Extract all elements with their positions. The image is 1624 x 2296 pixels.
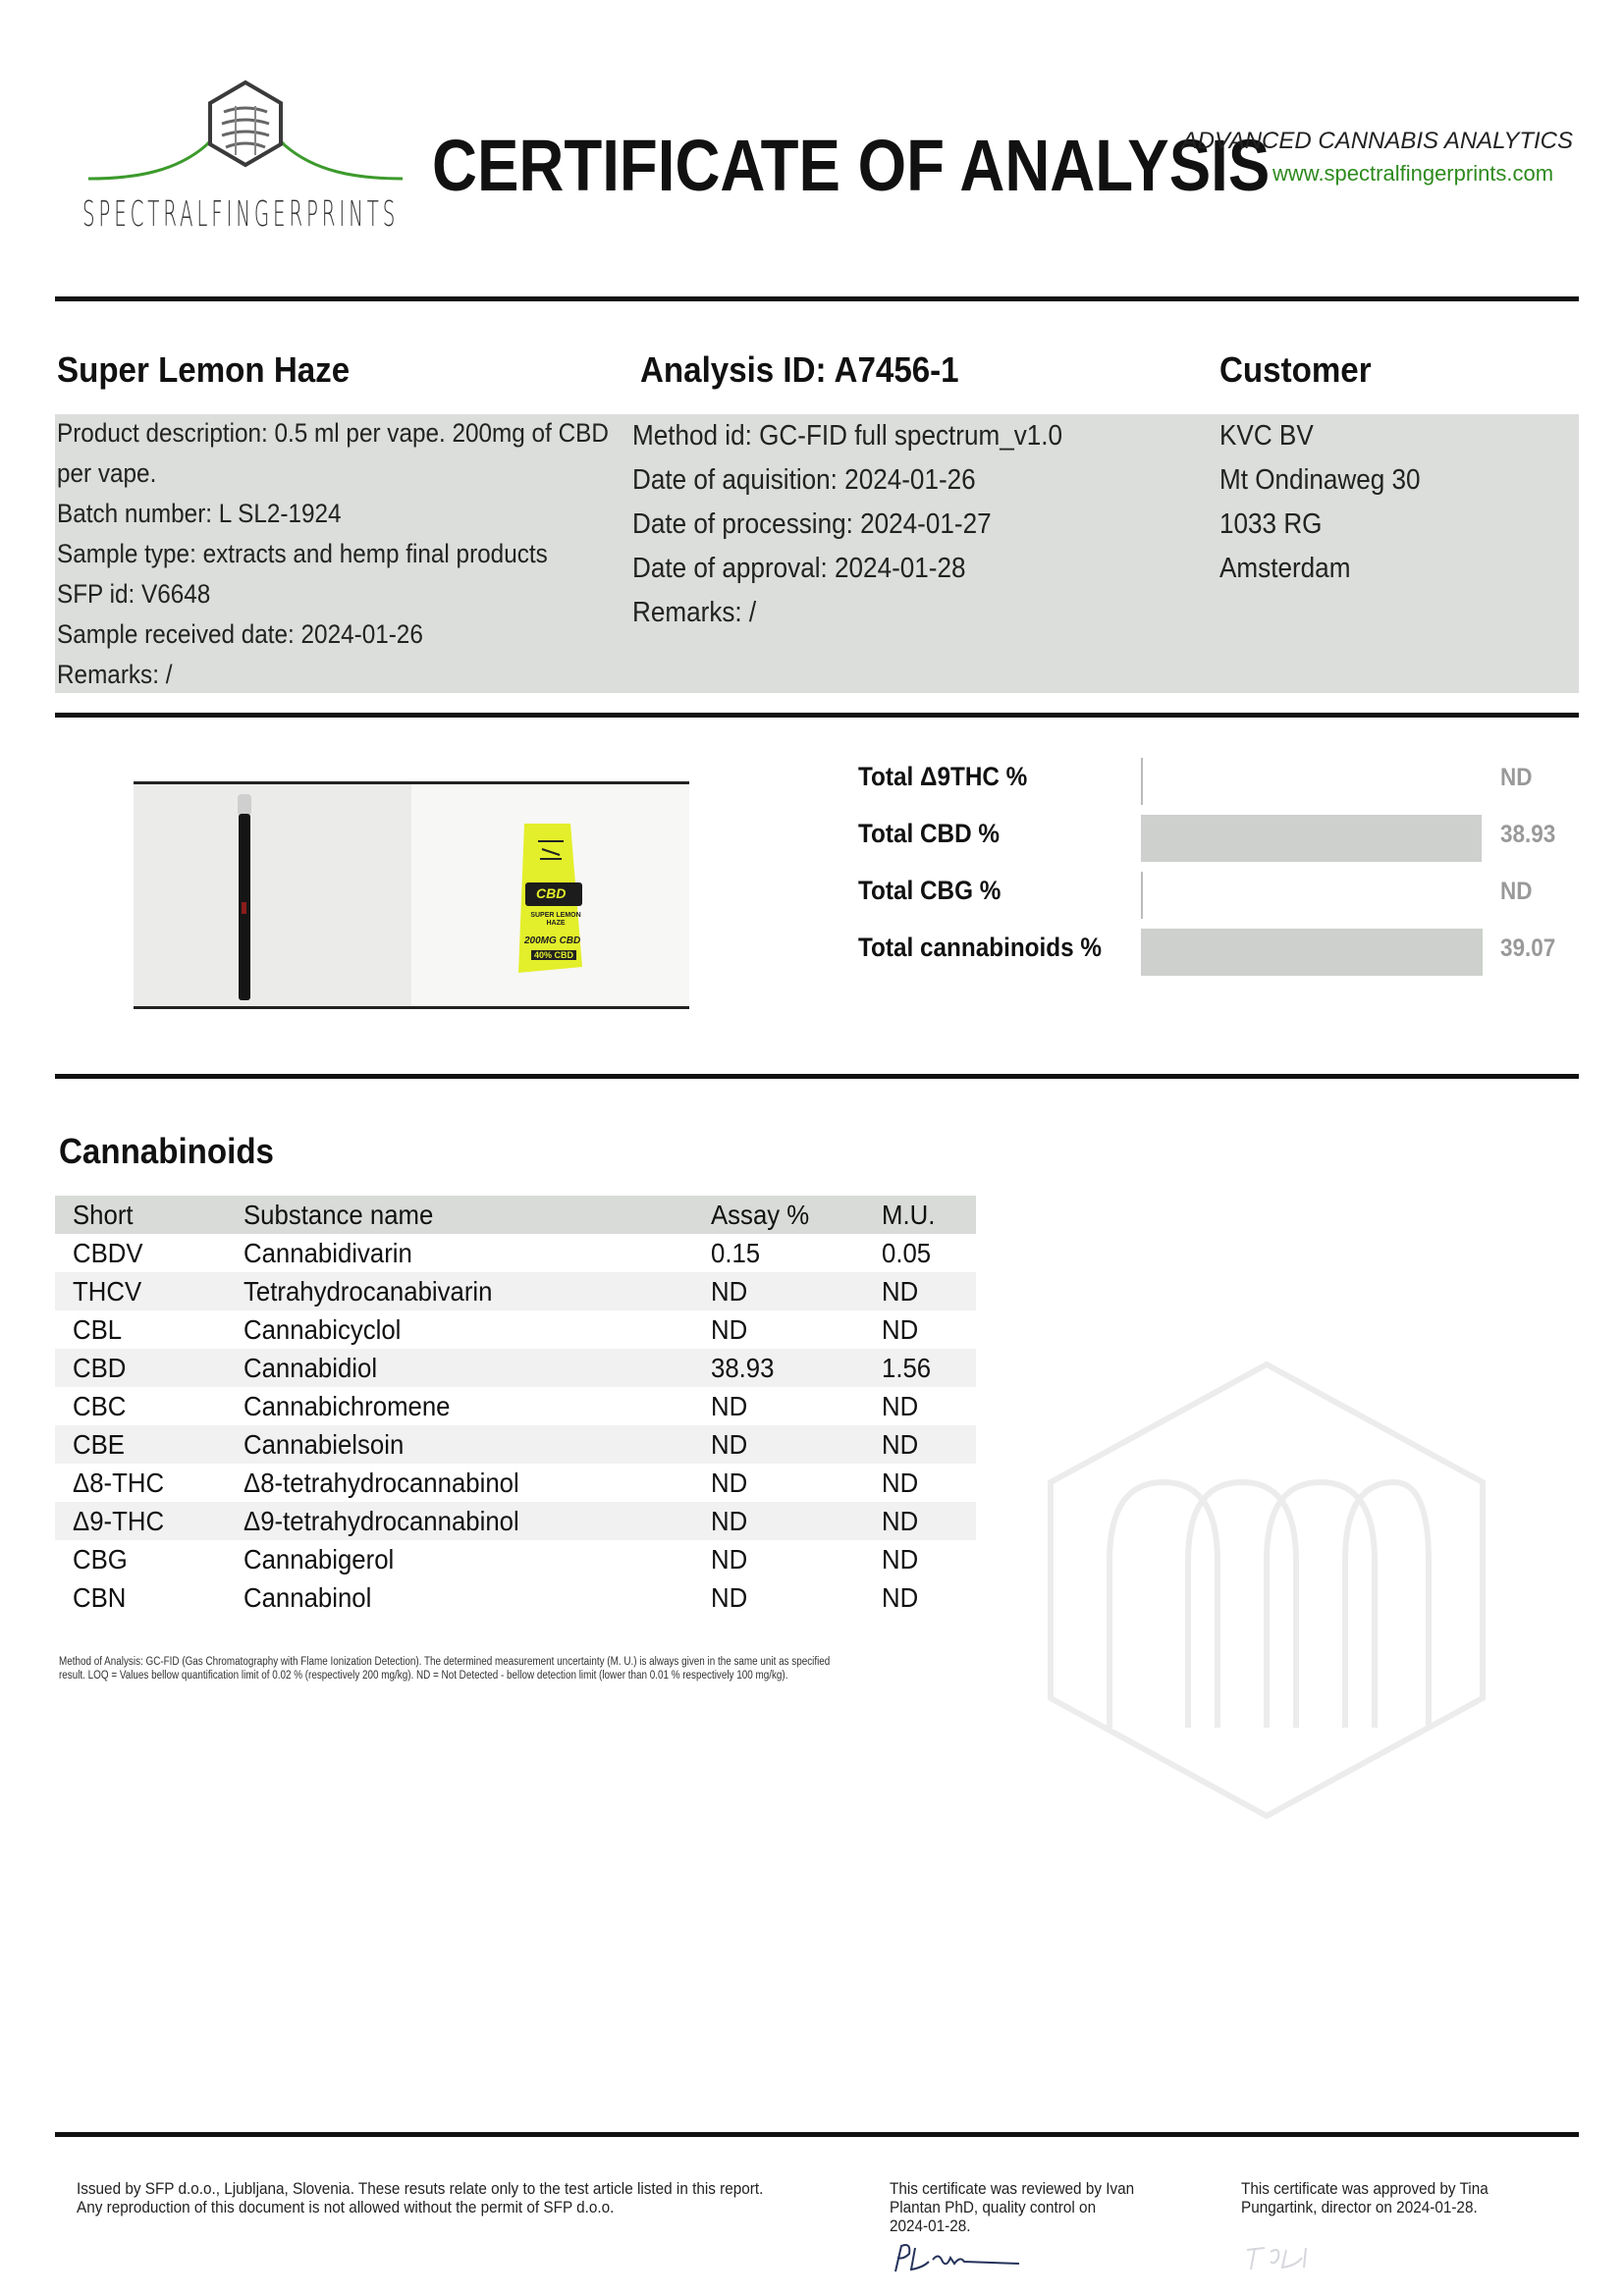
product-name: Super Lemon Haze: [57, 349, 351, 390]
table-header-row: [55, 1196, 976, 1234]
cell-substance: Cannabigerol: [244, 1544, 395, 1575]
cell-short: CBL: [73, 1314, 123, 1345]
product-line: Remarks: /: [57, 660, 173, 689]
total-thc-label: Total Δ9THC %: [858, 762, 1028, 791]
total-thc-value: ND: [1500, 764, 1533, 791]
cell-assay: 0.15: [711, 1238, 761, 1268]
divider: [55, 2132, 1579, 2137]
customer-line: Amsterdam: [1219, 553, 1351, 584]
cell-short: Δ8-THC: [73, 1468, 165, 1498]
photo-illustration: [134, 784, 689, 1006]
total-cbg-label: Total CBG %: [858, 876, 1001, 905]
product-line: Batch number: L SL2-1924: [57, 499, 342, 528]
reviewed-note: [890, 2179, 1184, 2235]
cell-mu: ND: [882, 1391, 919, 1421]
cell-short: CBN: [73, 1582, 127, 1613]
pouch-percent-text: 40% CBD: [531, 950, 576, 960]
table-row: [55, 1502, 976, 1540]
cell-substance: Cannabicyclol: [244, 1314, 402, 1345]
divider: [55, 1074, 1579, 1079]
product-line: per vape.: [57, 458, 157, 488]
cell-assay: ND: [711, 1314, 748, 1345]
product-line: Sample received date: 2024-01-26: [57, 619, 423, 649]
reviewed-line: Plantan PhD, quality control on: [890, 2198, 1097, 2216]
analysis-id: Analysis ID: A7456-1: [640, 349, 959, 390]
table-row: [55, 1310, 976, 1349]
cell-short: Δ9-THC: [73, 1506, 165, 1536]
document-title: CERTIFICATE OF ANALYSIS: [432, 125, 1271, 206]
cell-assay: ND: [711, 1429, 748, 1460]
cell-mu: ND: [882, 1544, 919, 1575]
issued-line: Issued by SFP d.o.o., Ljubljana, Slovenia. These resuts relate only to the test article listed in this report.: [77, 2179, 764, 2198]
cell-substance: Δ8-tetrahydrocannabinol: [244, 1468, 519, 1498]
analysis-line: Date of aquisition: 2024-01-26: [632, 464, 976, 496]
cell-substance: Tetrahydrocanabivarin: [244, 1276, 493, 1307]
column-header: Short: [73, 1200, 134, 1230]
pouch-dose-text: 200MG CBD: [524, 935, 581, 946]
total-cannabinoids-label: Total cannabinoids %: [858, 933, 1102, 962]
cell-mu: ND: [882, 1468, 919, 1498]
cell-short: CBDV: [73, 1238, 143, 1268]
customer-line: 1033 RG: [1219, 508, 1323, 540]
cell-substance: Δ9-tetrahydrocannabinol: [244, 1506, 519, 1536]
column-header: Assay %: [711, 1200, 810, 1230]
approved-line: Pungartink, director on 2024-01-28.: [1241, 2198, 1478, 2216]
table-row: [55, 1540, 976, 1578]
watermark-logo: [1041, 1355, 1492, 1826]
column-header: M.U.: [882, 1200, 936, 1230]
cell-assay: ND: [711, 1544, 748, 1575]
analysis-line: Date of processing: 2024-01-27: [632, 508, 992, 540]
method-note-line: result. LOQ = Values bellow quantification limit of 0.02 % (respectively 200 mg/kg). ND = Not Detected - bellow detection limit (lower than 0.01 % respectively 100 mg/kg).: [59, 1670, 788, 1682]
issued-note: [77, 2179, 882, 2216]
cell-assay: 38.93: [711, 1353, 775, 1383]
cell-substance: Cannabidiol: [244, 1353, 378, 1383]
cell-substance: Cannabielsoin: [244, 1429, 405, 1460]
cell-assay: ND: [711, 1468, 748, 1498]
cell-mu: ND: [882, 1506, 919, 1536]
product-photo: [134, 781, 689, 1009]
table-row: [55, 1234, 976, 1272]
cell-assay: ND: [711, 1582, 748, 1613]
total-cbd-label: Total CBD %: [858, 819, 1000, 848]
divider: [55, 713, 1579, 718]
approved-line: This certificate was approved by Tina: [1241, 2179, 1489, 2198]
logo-wordmark: SPECTRALFINGERPRINTS: [82, 194, 400, 235]
cell-short: THCV: [73, 1276, 142, 1307]
cell-mu: ND: [882, 1582, 919, 1613]
method-note: [59, 1655, 954, 1682]
lab-tagline: ADVANCED CANNABIS ANALYTICS: [1181, 128, 1573, 154]
total-cannabinoids-value: 39.07: [1500, 934, 1556, 962]
reviewer-signature: [890, 2238, 1027, 2277]
table-row: [55, 1578, 976, 1617]
reviewed-line: This certificate was reviewed by Ivan: [890, 2179, 1135, 2198]
total-cbg-value: ND: [1500, 878, 1533, 905]
analysis-line: Remarks: /: [632, 597, 757, 628]
cell-short: CBD: [73, 1353, 127, 1383]
total-thc-bar: [1141, 758, 1483, 805]
cell-assay: ND: [711, 1506, 748, 1536]
approved-note: [1241, 2179, 1555, 2216]
total-cannabinoids-bar: [1141, 929, 1483, 976]
cannabinoids-table: [55, 1196, 976, 1617]
cell-mu: ND: [882, 1276, 919, 1307]
table-row: [55, 1425, 976, 1464]
divider: [55, 296, 1579, 301]
bar-fill: [1141, 815, 1482, 862]
pouch-brand-text: CBD: [536, 885, 567, 901]
total-cbd-bar: [1141, 815, 1483, 862]
issued-line: Any reproduction of this document is not allowed without the permit of SFP d.o.o.: [77, 2198, 615, 2216]
analysis-line: Method id: GC-FID full spectrum_v1.0: [632, 420, 1063, 452]
method-note-line: Method of Analysis: GC-FID (Gas Chromatography with Flame Ionization Detection). The determined measurement uncertainty (M. U.) is always given in the same unit as specified: [59, 1656, 831, 1668]
customer-heading: Customer: [1219, 349, 1372, 390]
product-line: SFP id: V6648: [57, 579, 211, 609]
cell-substance: Cannabichromene: [244, 1391, 451, 1421]
cell-short: CBE: [73, 1429, 125, 1460]
cell-assay: ND: [711, 1276, 748, 1307]
product-line: Sample type: extracts and hemp final products: [57, 539, 548, 568]
table-row: [55, 1464, 976, 1502]
bar-fill: [1141, 929, 1483, 976]
lab-website-link[interactable]: www.spectralfingerprints.com: [1272, 161, 1554, 186]
approver-signature: [1241, 2236, 1329, 2275]
cell-mu: 1.56: [882, 1353, 932, 1383]
table-row: [55, 1272, 976, 1310]
customer-line: KVC BV: [1219, 420, 1314, 452]
cell-mu: ND: [882, 1314, 919, 1345]
customer-line: Mt Ondinaweg 30: [1219, 464, 1421, 496]
cell-mu: ND: [882, 1429, 919, 1460]
reviewed-line: 2024-01-28.: [890, 2216, 971, 2235]
cell-assay: ND: [711, 1391, 748, 1421]
table-row: [55, 1387, 976, 1425]
total-cbd-value: 38.93: [1500, 821, 1556, 848]
product-line: Product description: 0.5 ml per vape. 200mg of CBD: [57, 418, 609, 448]
cell-mu: 0.05: [882, 1238, 932, 1268]
bar-axis: [1141, 758, 1143, 805]
cell-short: CBC: [73, 1391, 127, 1421]
cell-short: CBG: [73, 1544, 128, 1575]
cell-substance: Cannabinol: [244, 1582, 372, 1613]
total-cbg-bar: [1141, 872, 1483, 919]
section-title: Cannabinoids: [59, 1131, 274, 1171]
pouch-product-text: SUPER LEMON HAZE: [530, 912, 581, 927]
cell-substance: Cannabidivarin: [244, 1238, 412, 1268]
column-header: Substance name: [244, 1200, 434, 1230]
bar-axis: [1141, 872, 1143, 919]
analysis-line: Date of approval: 2024-01-28: [632, 553, 966, 584]
table-row: [55, 1349, 976, 1387]
